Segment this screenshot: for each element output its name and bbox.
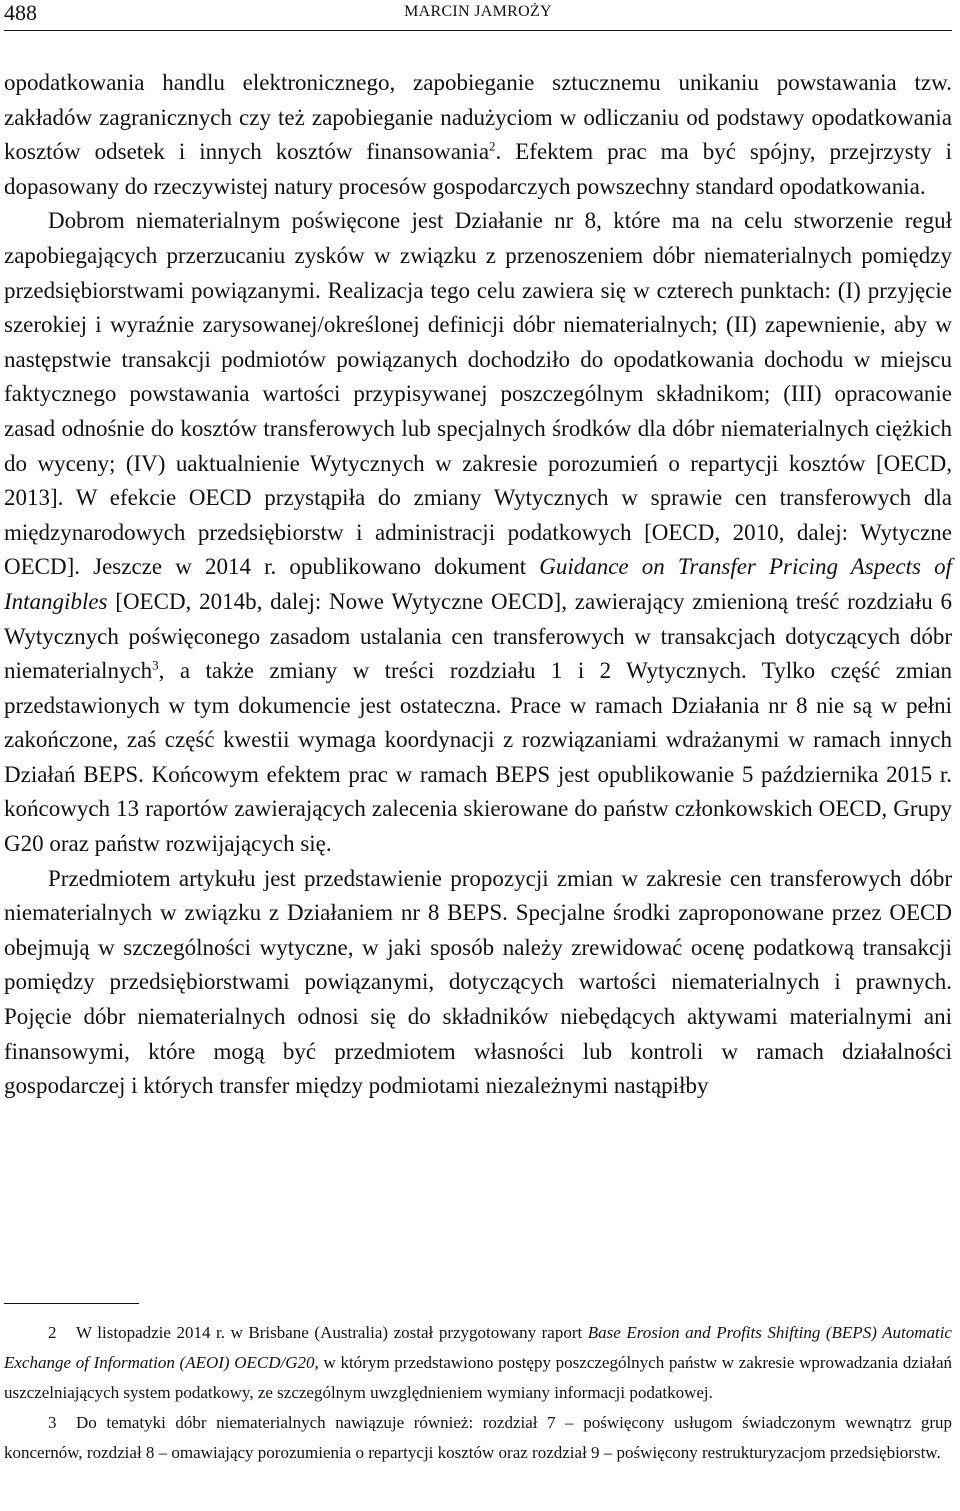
paragraph-1-text-b: . Efektem prac ma być spójny, przejrzysty i dopasowany do rzeczywistej natury procesów gospodarczych powszechny standard opodatkowania. (4, 139, 952, 199)
footnotes (4, 1318, 952, 1468)
cited-title: Guidance on Transfer Pricing Aspects of Intangibles (4, 554, 952, 614)
footnote-2-text-b: , w którym przedstawiono postępy poszczególnych państw w zakresie wprowadzania działań uszczelniających system podatkowy, ze szczególnym uwzględnieniem wymiany informacji podatkowej. (4, 1353, 952, 1402)
paragraph-2-text-b: [OECD, 2014b, dalej: Nowe Wytyczne OECD], zawierający zmienioną treść rozdziału 6 Wytycznych poświęconego zasadom ustalania cen transferowych w transakcjach dotyczących dóbr niematerialnych (4, 588, 952, 684)
footnote-number: 3 (48, 1413, 57, 1432)
footnote-ref-3[interactable]: 3 (152, 657, 159, 673)
footnote-2 (4, 1318, 952, 1408)
footnote-3 (4, 1408, 952, 1468)
body-text (4, 66, 952, 1104)
footnote-2-text-a: W listopadzie 2014 r. w Brisbane (Australia) został przygotowany raport (76, 1323, 588, 1342)
page-number: 488 (4, 0, 37, 25)
paragraph-1 (4, 66, 952, 204)
paragraph-2-text-a: Dobrom niematerialnym poświęcone jest Działanie nr 8, które ma na celu stworzenie reguł zapobiegających przerzucaniu zysków w związku z przenoszeniem dóbr niematerialnych pomiędzy przedsiębiorstwami powiązanymi. Realizacja tego celu zawiera się w czterech punktach: (I) przyjęcie szerokiej i wyraźnie zarysowanej/określonej definicji dóbr niematerialnych; (II) zapewnienie, aby w następstwie transakcji podmiotów powiązanych dochodziło do opodatkowania dochodu w miejscu faktycznego powstawania wartości przypisywanej poszczególnym składnikom; (III) opracowanie zasad odnośnie do kosztów transferowych lub specjalnych środków dla dóbr niematerialnych ciężkich do wyceny; (IV) uaktualnienie Wytycznych w zakresie porozumień o repartycji kosztów [OECD, 2013]. W efekcie OECD przystąpiła do zmiany Wytycznych w sprawie cen transferowych dla międzynarodowych przedsiębiorstw i administracji podatkowych [OECD, 2010, dalej: Wytyczne OECD]. Jeszcze w 2014 r. opublikowano dokument (4, 208, 952, 580)
footnote-number: 2 (48, 1323, 57, 1342)
paragraph-2-text-c: , a także zmiany w treści rozdziału 1 i 2 Wytycznych. Tylko część zmian przedstawionych w tym dokumencie jest ostateczna. Prace w ramach Działania nr 8 nie są w pełni zakończone, zaś część kwestii wymaga koordynacji z rozwiązaniami wdrażanymi w ramach innych Działań BEPS. Końcowym efektem prac w ramach BEPS jest opublikowanie 5 października 2015 r. końcowych 13 raportów zawierających zalecenia skierowane do państw członkowskich OECD, Grupy G20 oraz państw rozwijających się. (4, 658, 952, 857)
footnote-ref-2[interactable]: 2 (489, 138, 496, 154)
paragraph-3: Przedmiotem artykułu jest przedstawienie propozycji zmian w zakresie cen transferowych dóbr niematerialnych w związku z Działaniem nr 8 BEPS. Specjalne środki zaproponowane przez OECD obejmują w szczególności wytyczne, w jaki sposób należy zrewidować ocenę podatkową transakcji pomiędzy przedsiębiorstwami powiązanymi, dotyczących wartości niematerialnych i prawnych. Pojęcie dóbr niematerialnych odnosi się do składników niebędących aktywami materialnymi ani finansowymi, które mogą być przedmiotem własności lub kontroli w ramach działalności gospodarczej i których transfer między podmiotami niezależnymi nastąpiłby (4, 865, 952, 1099)
paragraph-1-text-a: opodatkowania handlu elektronicznego, zapobieganie sztucznemu unikaniu powstawania tzw. zakładów zagranicznych czy też zapobieganie nadużyciom w odliczaniu od podstawy opodatkowania kosztów odsetek i innych kosztów finansowania (4, 70, 952, 165)
paragraph-2 (4, 204, 952, 861)
footnote-2-cited-title: Base Erosion and Profits Shifting (BEPS) Automatic Exchange of Information (AEOI) OECD/G20 (4, 1323, 952, 1372)
running-title: MARCIN JAMROŻY (404, 3, 552, 20)
running-header (4, 0, 952, 31)
footnote-3-text: Do tematyki dóbr niematerialnych nawiązuje również: rozdział 7 – poświęcony usługom świadczonym wewnątrz grup koncernów, rozdział 8 – omawiający porozumienia o repartycji kosztów oraz rozdział 9 – poświęcony restrukturyzacjom przedsiębiorstw. (4, 1413, 952, 1462)
footnote-separator (4, 1303, 139, 1304)
